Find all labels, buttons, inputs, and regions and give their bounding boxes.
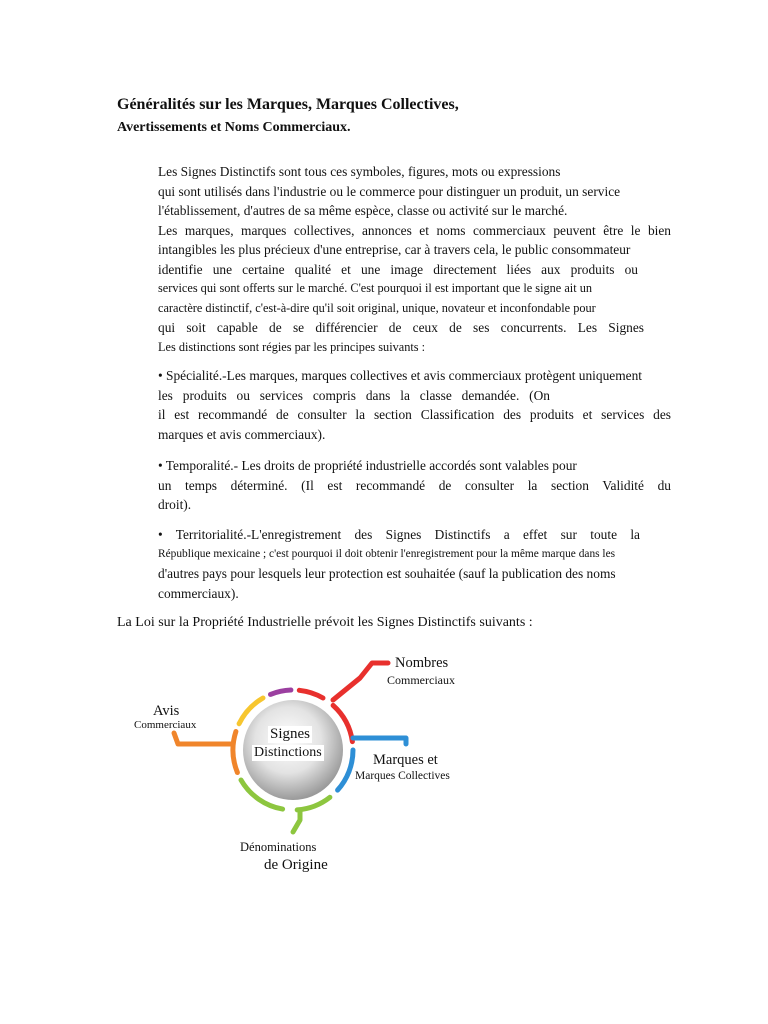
marques-label-line1: Marques et: [373, 752, 438, 768]
branch-avis: [174, 733, 233, 744]
ring-arc-orange: [233, 732, 237, 773]
intro-line: identifie une certaine qualité et une image directement liées aux produits ou: [158, 261, 638, 277]
nombres-label-line2: Commerciaux: [387, 673, 455, 687]
intro-line: Les distinctions sont régies par les principes suivants :: [158, 339, 426, 354]
marques-label-line2: Marques Collectives: [355, 770, 450, 782]
bullet-line: d'autres pays pour lesquels leur protection est souhaitée (sauf la publication des noms: [158, 566, 616, 581]
ring-arc-red-top: [299, 690, 323, 698]
branch-marques: [353, 738, 406, 744]
intro-line: intangibles les plus précieux d'une entreprise, car à travers cela, le public consommateur: [158, 242, 631, 257]
avis-label-line2: Commerciaux: [134, 719, 197, 731]
ring-arc-green: [297, 797, 330, 810]
bullet-line: les produits ou services compris dans la classe demandée. (On: [158, 387, 550, 403]
document-title: Généralités sur les Marques, Marques Collectives,: [117, 96, 459, 113]
intro-line: qui sont utilisés dans l'industrie ou le commerce pour distinguer un produit, un service: [158, 183, 621, 199]
center-label-line2: Distinctions: [254, 745, 322, 760]
bullet-line: • Territorialité.-L'enregistrement des Signes Distinctifs a effet sur toute la: [158, 527, 640, 542]
nombres-label-line1: Nombres: [395, 655, 449, 671]
branch-denominations: [293, 810, 300, 832]
intro-line: caractère distinctif, c'est-à-dire qu'il soit original, unique, novateur et inconfondable pour: [158, 300, 596, 315]
intro-line: qui soit capable de se différencier de ceux de ses concurrents. Les Signes: [158, 320, 644, 335]
ring-arc-purple: [271, 690, 291, 694]
avis-label-line1: Avis: [153, 703, 180, 719]
bullet-line: • Spécialité.-Les marques, marques collectives et avis commerciaux protègent uniquement: [158, 368, 642, 383]
bullet-line: marques et avis commerciaux).: [158, 426, 326, 442]
denominations-label-line2: de Origine: [264, 857, 328, 873]
intro-line: services qui sont offerts sur le marché. C'est pourquoi il est important que le signe ait un: [158, 281, 592, 295]
intro-line: l'établissement, d'autres de sa même espèce, classe ou activité sur le marché.: [158, 203, 568, 218]
bullet-line: droit).: [158, 497, 192, 512]
branch-nombres: [333, 663, 388, 700]
center-label-line1: Signes: [270, 726, 311, 742]
intro-line: Les marques, marques collectives, annonces et noms commerciaux peuvent être le bien: [158, 222, 671, 238]
denominations-label-line1: Dénominations: [240, 840, 317, 854]
intro-line: Les Signes Distinctifs sont tous ces symboles, figures, mots ou expressions: [158, 164, 561, 179]
bullet-line: un temps déterminé. (Il est recommandé de consulter la section Validité du: [158, 477, 671, 493]
bullet-line: République mexicaine ; c'est pourquoi il doit obtenir l'enregistrement pour la même marque dans les: [158, 547, 616, 560]
lead-sentence: La Loi sur la Propriété Industrielle prévoit les Signes Distinctifs suivants :: [117, 615, 533, 630]
bullet-line: il est recommandé de consulter la section Classification des produits et services des: [158, 407, 671, 422]
bullet-line: • Temporalité.- Les droits de propriété industrielle accordés sont valables pour: [158, 458, 577, 473]
document-subtitle: Avertissements et Noms Commerciaux.: [117, 120, 351, 135]
bullet-line: commerciaux).: [158, 585, 239, 601]
